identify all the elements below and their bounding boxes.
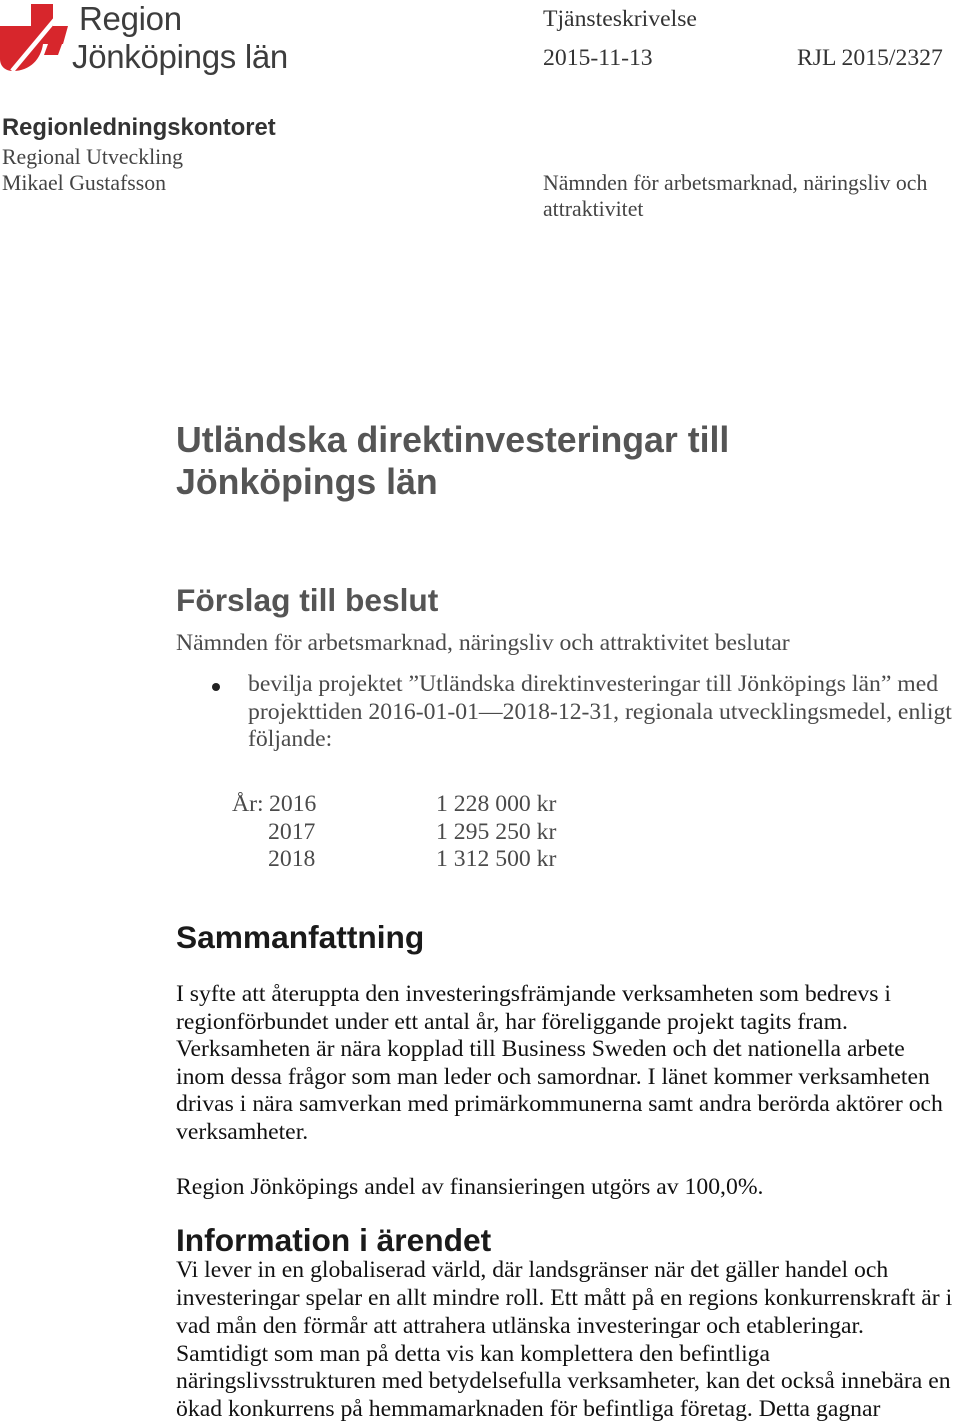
recipient-line: Nämnden för arbetsmarknad, näringsliv och <box>543 171 928 195</box>
summary-line: inom dessa frågor som man leder och samordnar. I länet kommer verksamheten <box>176 1064 930 1090</box>
proposal-heading: Förslag till beslut <box>176 582 439 618</box>
sender-department: Regional Utveckling <box>2 145 183 169</box>
budget-year: 2018 <box>268 846 316 872</box>
budget-year: 2016 <box>269 791 317 817</box>
proposal-intro: Nämnden för arbetsmarknad, näringsliv och attraktivitet beslutar <box>176 630 790 656</box>
budget-amount: 1 228 000 kr <box>436 791 557 817</box>
information-line: investeringar spelar en allt mindre roll. Ett mått på en regions konkurrenskraft är i <box>176 1285 953 1311</box>
document-title-line: Jönköpings län <box>176 462 438 502</box>
information-line: ökad konkurrens på hemmamarknaden för befintliga företag. Detta gagnar <box>176 1396 881 1422</box>
document-type: Tjänsteskrivelse <box>543 6 697 32</box>
sender-office: Regionledningskontoret <box>2 114 276 141</box>
bullet-icon <box>212 683 220 691</box>
summary-line: drivas i nära samverkan med primärkommunerna samt andra berörda aktörer och <box>176 1091 943 1117</box>
budget-year: 2017 <box>268 819 316 845</box>
decision-line: projekttiden 2016-01-01—2018-12-31, regionala utvecklingsmedel, enligt <box>248 699 952 725</box>
financing-statement: Region Jönköpings andel av finansieringen utgörs av 100,0%. <box>176 1174 764 1200</box>
document-date: 2015-11-13 <box>543 45 653 71</box>
region-logo-icon <box>0 3 70 73</box>
information-line: näringslivsstrukturen med betydelsefulla verksamheter, kan det också innebära en <box>176 1368 951 1394</box>
recipient-line: attraktivitet <box>543 197 644 221</box>
sender-author: Mikael Gustafsson <box>2 171 167 195</box>
document-title-line: Utländska direktinvesteringar till <box>176 420 730 460</box>
logo-text-county: Jönköpings län <box>72 38 288 75</box>
information-heading: Information i ärendet <box>176 1222 492 1258</box>
budget-amount: 1 295 250 kr <box>436 819 557 845</box>
information-line: vad mån den förmår att attrahera utlänska investeringar och etableringar. <box>176 1313 864 1339</box>
budget-year-label: År: <box>232 791 264 817</box>
summary-line: Verksamheten är nära kopplad till Business Sweden och det nationella arbete <box>176 1036 905 1062</box>
decision-line: följande: <box>248 726 333 752</box>
decision-line: bevilja projektet ”Utländska direktinvesteringar till Jönköpings län” med <box>248 671 939 697</box>
budget-amount: 1 312 500 kr <box>436 846 557 872</box>
information-line: Samtidigt som man på detta vis kan komplettera den befintliga <box>176 1341 771 1367</box>
summary-line: I syfte att återuppta den investeringsfrämjande verksamheten som bedrevs i <box>176 981 891 1007</box>
reference-number: RJL 2015/2327 <box>797 45 943 71</box>
summary-heading: Sammanfattning <box>176 919 425 955</box>
summary-line: regionförbundet under ett antal år, har föreliggande projekt tagits fram. <box>176 1009 848 1035</box>
information-line: Vi lever in en globaliserad värld, där landsgränser när det gäller handel och <box>176 1257 889 1283</box>
summary-line: verksamheter. <box>176 1119 309 1145</box>
logo-text-region: Region <box>79 0 182 37</box>
